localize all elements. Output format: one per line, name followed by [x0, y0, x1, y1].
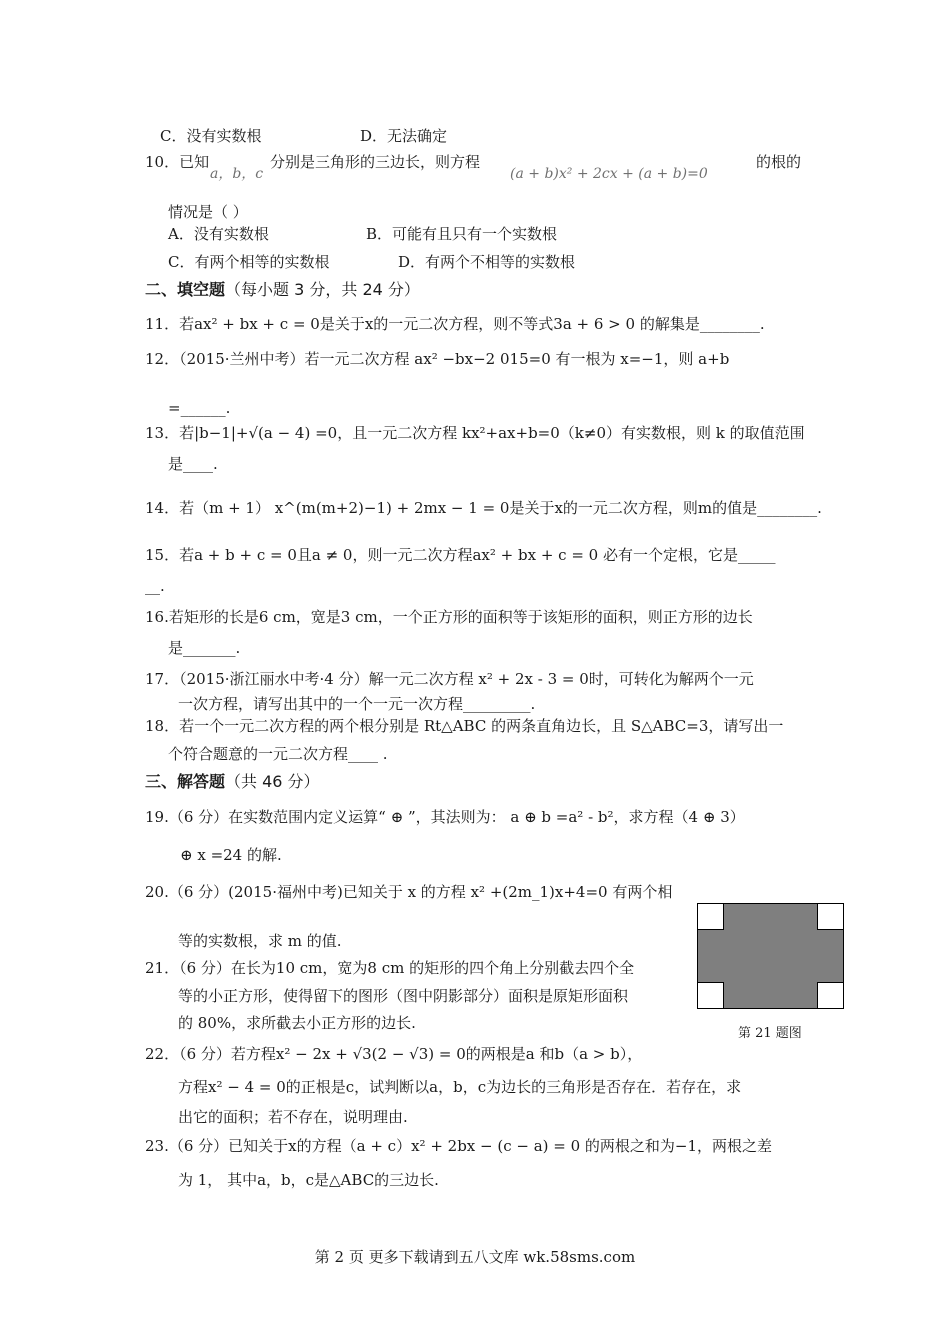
question-22-line3: 出它的面积；若不存在，说明理由. — [178, 1108, 408, 1126]
q21-corner-square-bottom-left — [697, 982, 724, 1009]
section-3-subtitle: （共 46 分） — [225, 772, 320, 791]
question-22-line1: 22．（6 分）若方程x² − 2x + √3(2 − √3) = 0的两根是a 和b（a > b）， — [145, 1045, 643, 1063]
section-2-subtitle: （每小题 3 分，共 24 分） — [225, 280, 420, 299]
q9-option-c: C．没有实数根 — [160, 127, 262, 145]
question-13-line2: 是____. — [168, 455, 218, 473]
q21-rectangle-figure — [697, 903, 844, 1009]
question-16-line2: 是_______. — [168, 639, 241, 657]
question-16-line1: 16.若矩形的长是6 cm，宽是3 cm，一个正方形的面积等于该矩形的面积，则正方形的边长 — [145, 608, 753, 626]
question-18-line1: 18．若一个一元二次方程的两个根分别是 Rt△ABC 的两条直角边长，且 S△ABC=3，请写出一 — [145, 717, 784, 735]
q10-option-c: C．有两个相等的实数根 — [168, 253, 330, 271]
q10-line2: 情况是（ ） — [168, 203, 248, 221]
section-2-title: 二、填空题 — [145, 280, 226, 299]
question-17-line2: 一次方程，请写出其中的一个一元一次方程_________. — [178, 695, 536, 713]
question-22-line2: 方程x² − 4 = 0的正根是c，试判断以a，b，c为边长的三角形是否存在．若存在，求 — [178, 1078, 742, 1096]
q10-option-b: B．可能有且只有一个实数根 — [366, 225, 558, 243]
section-3-title: 三、解答题 — [145, 772, 226, 791]
question-23-line2: 为 1， 其中a，b，c是△ABC的三边长. — [178, 1171, 439, 1189]
q10-text-end: 的根的 — [756, 153, 802, 171]
q10-vars: a，b，c — [210, 166, 264, 182]
q21-corner-square-bottom-right — [817, 982, 844, 1009]
question-20-line2: 等的实数根，求 m 的值. — [178, 932, 342, 950]
page-footer: 第 2 页 更多下载请到五八文库 wk.58sms.com — [314, 1248, 636, 1266]
q21-corner-square-top-left — [697, 903, 724, 930]
q10-number: 10．已知 — [145, 153, 210, 171]
q10-option-a: A．没有实数根 — [168, 225, 269, 243]
question-19-line1: 19.（6 分）在实数范围内定义运算“ ⊕ ”，其法则为： a ⊕ b =a² - b²，求方程（4 ⊕ 3） — [145, 808, 745, 826]
question-13-line1: 13．若|b−1|+√(a − 4) =0，且一元二次方程 kx²+ax+b=0（k≠0）有实数根，则 k 的取值范围 — [145, 424, 805, 442]
question-20-line1: 20.（6 分）(2015·福州中考)已知关于 x 的方程 x² +(2m_1)x+4=0 有两个相 — [145, 883, 673, 901]
section-2-heading — [145, 280, 420, 300]
question-19-line2: ⊕ x =24 的解. — [180, 846, 282, 864]
question-12-line1: 12．（2015·兰州中考）若一元二次方程 ax² −bx−2 015=0 有一根为 x=−1，则 a+b — [145, 350, 730, 368]
question-15-line2: __. — [145, 577, 165, 595]
q9-option-d: D．无法确定 — [360, 127, 448, 145]
question-17-line1: 17．（2015·浙江丽水中考·4 分）解一元二次方程 x² + 2x - 3 = 0时，可转化为解两个一元 — [145, 670, 754, 688]
question-18-line2: 个符合题意的一元二次方程____ . — [168, 745, 388, 763]
question-12-line2: =______. — [168, 399, 231, 417]
q10-text: 分别是三角形的三边长，则方程 — [270, 153, 481, 171]
question-15-line1: 15．若a + b + c = 0且a ≠ 0，则一元二次方程ax² + bx + c = 0 必有一个定根，它是_____ — [145, 546, 776, 564]
question-23-line1: 23.（6 分）已知关于x的方程（a + c）x² + 2bx − (c − a) = 0 的两根之和为−1，两根之差 — [145, 1137, 773, 1155]
question-11: 11．若ax² + bx + c = 0是关于x的一元二次方程，则不等式3a + 6 > 0 的解集是________. — [145, 315, 765, 333]
question-21-line2: 等的小正方形，使得留下的图形（图中阴影部分）面积是原矩形面积 — [178, 987, 629, 1005]
q21-figure-caption: 第 21 题图 — [738, 1026, 802, 1041]
q10-equation: (a + b)x² + 2cx + (a + b)=0 — [510, 166, 708, 182]
section-3-heading — [145, 772, 320, 792]
question-14: 14．若（m + 1） x^(m(m+2)−1) + 2mx − 1 = 0是关于x的一元二次方程，则m的值是________. — [145, 499, 822, 517]
question-21-line3: 的 80%，求所截去小正方形的边长. — [178, 1014, 416, 1032]
q21-corner-square-top-right — [817, 903, 844, 930]
q10-option-d: D．有两个不相等的实数根 — [398, 253, 576, 271]
question-21-line1: 21．（6 分）在长为10 cm，宽为8 cm 的矩形的四个角上分别截去四个全 — [145, 959, 635, 977]
